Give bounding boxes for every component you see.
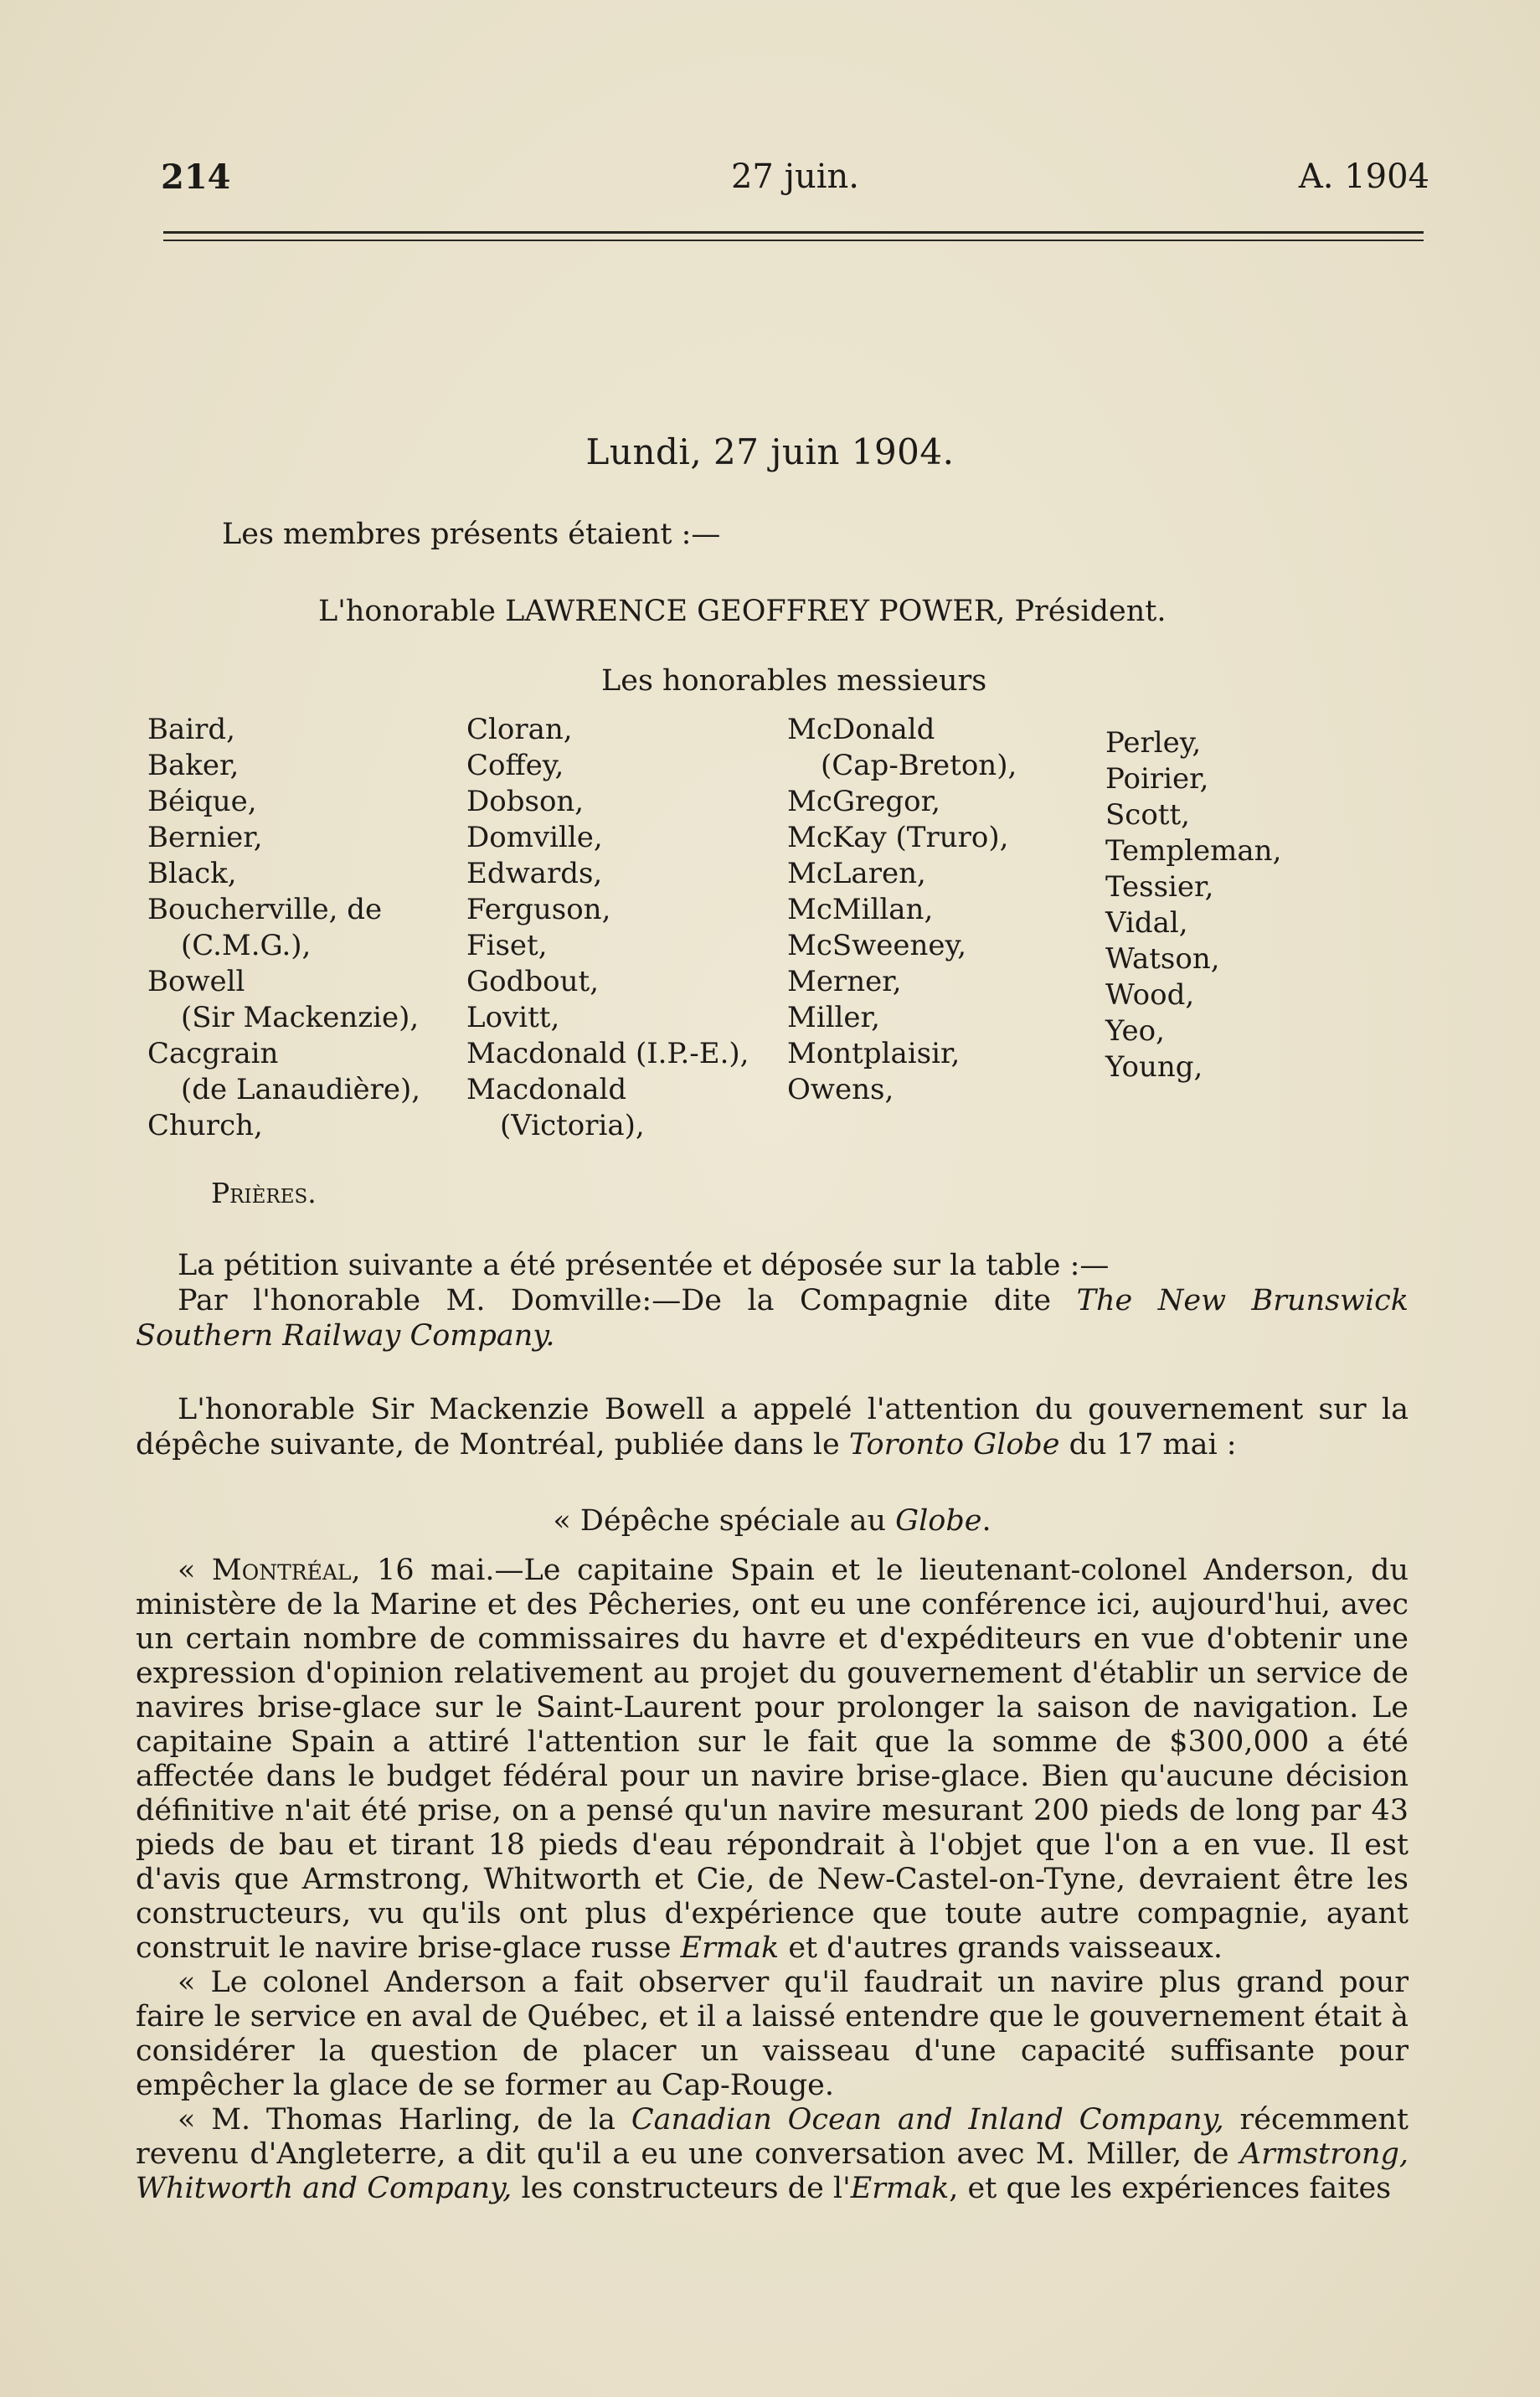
member-name: Perley,	[1105, 726, 1202, 760]
member-name: Fiset,	[466, 929, 548, 962]
member-name: Lovitt,	[466, 1001, 560, 1034]
member-name: McMillan,	[787, 893, 934, 926]
member-name: Ferguson,	[466, 893, 611, 926]
member-name: Young,	[1105, 1050, 1203, 1084]
header-rule-secondary	[163, 240, 1424, 241]
petition-line-2: Par l'honorable M. Domville:—De la Compagnie dite The New Brunswick Southern Railway Company.	[136, 1284, 1409, 1353]
member-name: Coffey,	[466, 749, 564, 782]
petition-line-1: La pétition suivante a été présentée et déposée sur la table :—	[178, 1249, 1110, 1282]
member-name: Bernier,	[147, 821, 263, 854]
member-name: Macdonald	[466, 1073, 627, 1106]
member-name: Edwards,	[466, 857, 603, 890]
president-line: L'honorable LAWRENCE GEOFFREY POWER, Président.	[318, 595, 1167, 628]
member-name: Bowell	[147, 965, 245, 998]
harling-paragraph: « M. Thomas Harling, de la Canadian Ocean and Inland Company, récemment revenu d'Angleterre, a dit qu'il a eu une conversation avec M. Miller, de Armstrong, Whitworth and Company, les constructeurs de l'Ermak, et que les expériences faites	[136, 2103, 1409, 2205]
member-name: Yeo,	[1105, 1014, 1165, 1048]
member-name: Merner,	[787, 965, 902, 998]
member-name: Cloran,	[466, 713, 573, 746]
member-name: McKay (Truro),	[787, 821, 1009, 854]
member-name: Church,	[147, 1109, 263, 1142]
member-name: Poirier,	[1105, 762, 1209, 796]
page-title: Lundi, 27 juin 1904.	[585, 431, 955, 472]
header-year: A. 1904	[1298, 157, 1429, 196]
anderson-paragraph: « Le colonel Anderson a fait observer qu'il faudrait un navire plus grand pour faire le service en aval de Québec, et il a laissé entendre que le gouvernement était à considérer la question de placer un vaisseau d'une capacité suffisante pour empêcher la glace de se former au Cap-Rouge.	[136, 1966, 1409, 2102]
member-name: Dobson,	[466, 785, 585, 818]
member-name: Miller,	[787, 1001, 880, 1034]
page-header	[161, 157, 1429, 208]
member-name: Tessier,	[1105, 870, 1214, 904]
member-name: Domville,	[466, 821, 603, 854]
members-column-2	[466, 712, 749, 1144]
members-intro: Les membres présents étaient :—	[222, 518, 721, 551]
page-number: 214	[161, 157, 231, 197]
member-name: McGregor,	[787, 785, 940, 818]
header-date: 27 juin.	[730, 157, 860, 196]
member-name: Macdonald (I.P.-E.),	[466, 1037, 749, 1070]
member-name: Baird,	[147, 713, 235, 746]
member-name: Montplaisir,	[787, 1037, 961, 1070]
member-name: Scott,	[1105, 798, 1190, 832]
member-name: McSweeney,	[787, 929, 967, 962]
member-name: Boucherville, de	[147, 893, 383, 926]
member-name: McDonald	[787, 713, 935, 746]
member-name: Cacgrain	[147, 1037, 279, 1070]
members-column-4	[1105, 725, 1281, 1085]
petition-paragraph	[136, 1248, 1409, 1353]
despatch-body	[136, 1554, 1409, 2206]
member-name: (Sir Mackenzie),	[181, 1001, 420, 1034]
members-column-3	[787, 712, 1017, 1108]
prieres-heading: Prières.	[211, 1177, 317, 1209]
member-name: (C.M.G.),	[181, 929, 312, 962]
member-name: Owens,	[787, 1073, 894, 1106]
member-name: (de Lanaudière),	[181, 1073, 421, 1106]
bowell-paragraph: L'honorable Sir Mackenzie Bowell a appelé l'attention du gouvernement sur la dépêche suivante, de Montréal, publiée dans le Toronto Globe du 17 mai :	[136, 1393, 1409, 1461]
member-name: (Victoria),	[500, 1109, 645, 1142]
member-name: Baker,	[147, 749, 239, 782]
member-name: Templeman,	[1105, 834, 1282, 868]
member-name: Godbout,	[466, 965, 599, 998]
member-name: Vidal,	[1105, 906, 1188, 940]
member-name: Wood,	[1105, 978, 1195, 1012]
member-name: (Cap-Breton),	[821, 749, 1017, 782]
depeche-heading: « Dépêche spéciale au Globe.	[553, 1504, 991, 1538]
header-rule	[163, 231, 1424, 234]
member-name: Béique,	[147, 785, 257, 818]
member-name: Black,	[147, 857, 237, 890]
member-name: McLaren,	[787, 857, 926, 890]
montreal-paragraph: « Montréal, 16 mai.—Le capitaine Spain et le lieutenant-colonel Anderson, du ministère de la Marine et des Pêcheries, ont eu une conférence ici, aujourd'hui, avec un certain nombre de commissaires du havre et d'expéditeurs en vue d'obtenir une expression d'opinion relativement au projet du gouvernement d'établir un service de navires brise-glace sur le Saint-Laurent pour prolonger la saison de navigation. Le capitaine Spain a attiré l'attention sur le fait que la somme de $300,000 a été affectée dans le budget fédéral pour un navire brise-glace. Bien qu'aucune décision définitive n'ait été prise, on a pensé qu'un navire mesurant 200 pieds de long par 43 pieds de bau et tirant 18 pieds d'eau répondrait à l'objet que l'on a en vue. Il est d'avis que Armstrong, Whitworth et Cie, de New-Castel-on-Tyne, devraient être les constructeurs, vu qu'ils ont plus d'expérience que toute autre compagnie, ayant construit le navire brise-glace russe Ermak et d'autres grands vaisseaux.	[136, 1554, 1409, 1965]
member-name: Watson,	[1105, 942, 1220, 976]
members-column-1	[147, 712, 420, 1144]
honorables-heading: Les honorables messieurs	[601, 664, 987, 698]
